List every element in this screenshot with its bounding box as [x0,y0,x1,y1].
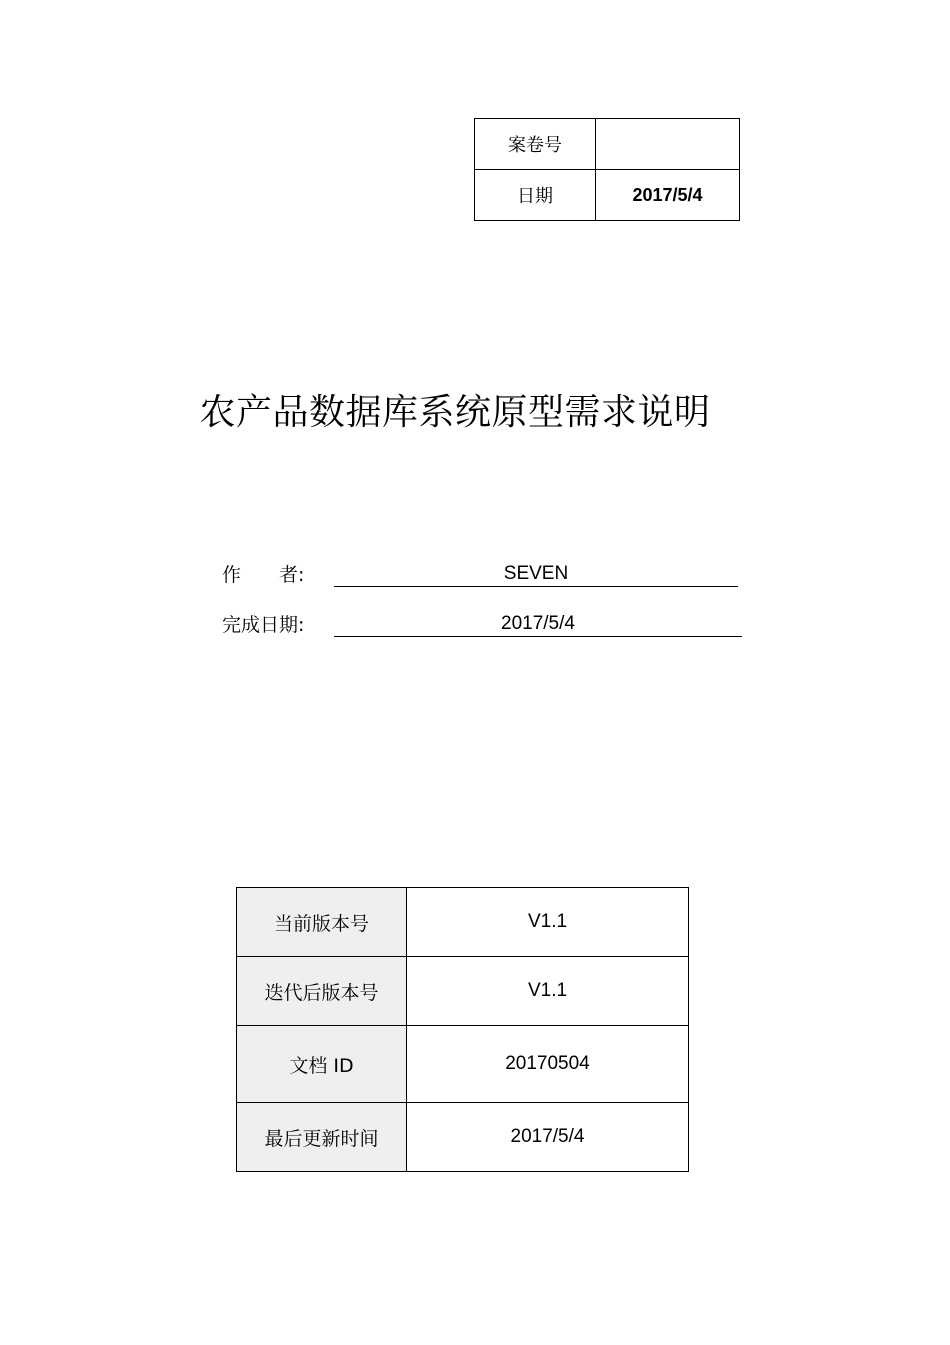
document-title: 农产品数据库系统原型需求说明 [199,392,711,433]
next-version-label: 迭代后版本号 [237,957,407,1026]
author-value: SEVEN [334,563,738,587]
case-number-value [596,119,740,170]
date-row [475,170,740,221]
last-updated-value: 2017/5/4 [407,1103,689,1172]
version-table [236,887,689,1172]
completion-date-value: 2017/5/4 [334,613,742,637]
completion-date-label: 完成日期: [222,614,305,636]
table-row [237,1103,689,1172]
author-line [222,560,738,587]
date-label: 日期 [475,170,596,221]
archive-table [474,118,740,221]
case-number-label: 案卷号 [475,119,596,170]
table-row [237,1026,689,1103]
document-id-label: 文档 ID [237,1026,407,1103]
author-label: 作 者: [222,564,305,586]
date-value: 2017/5/4 [596,170,740,221]
document-id-value: 20170504 [407,1026,689,1103]
current-version-value: V1.1 [407,888,689,957]
next-version-value: V1.1 [407,957,689,1026]
last-updated-label: 最后更新时间 [237,1103,407,1172]
completion-date-line [222,610,742,637]
table-row [237,957,689,1026]
current-version-label: 当前版本号 [237,888,407,957]
table-row [237,888,689,957]
case-number-row [475,119,740,170]
